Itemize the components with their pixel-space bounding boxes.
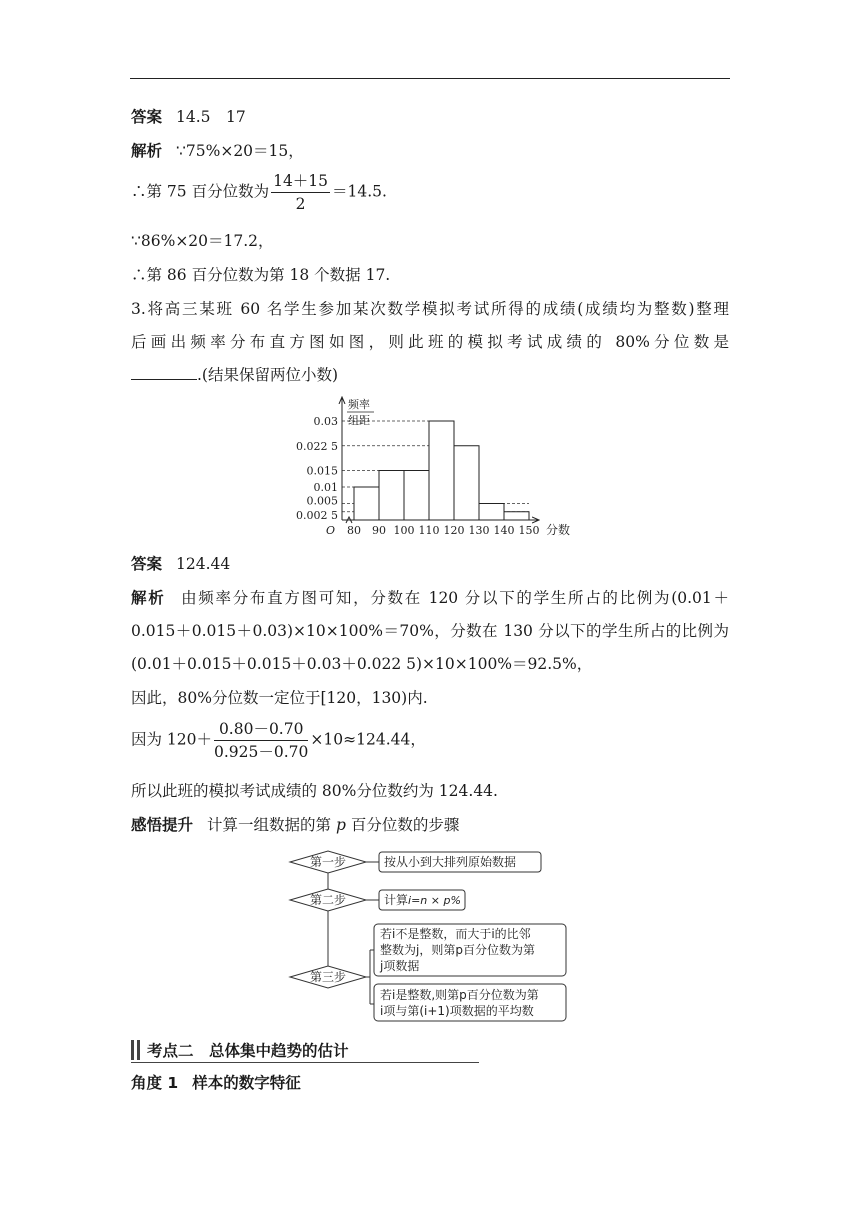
fraction-denominator: 2: [295, 195, 306, 213]
step2-label: 第二步: [309, 893, 347, 907]
percentile-75-result: ＝14.5.: [332, 182, 387, 201]
histogram-bar: [429, 421, 454, 520]
histogram-bar: [354, 487, 379, 520]
step1-text: 按从小到大排列原始数据: [384, 855, 517, 869]
histogram-bar: [479, 504, 504, 521]
x-tick-label: 90: [372, 524, 386, 537]
step3-label: 第三步: [309, 970, 347, 984]
histogram-bar: [454, 446, 479, 520]
calculation-result: ×10≈124.44，: [310, 730, 426, 749]
question-text: 3.将高三某班 60 名学生参加某次数学模拟考试所得的成绩(成绩均为整数)整理: [131, 300, 729, 318]
answer-value: 124.44: [176, 555, 231, 573]
calculation-line: [131, 720, 426, 761]
step3-text-line: 若i是整数,则第p百分位数为第: [380, 988, 539, 1002]
question-text: .(结果保留两位小数): [197, 366, 339, 384]
step2-text-a: 计算: [384, 893, 409, 907]
histogram-bar: [504, 512, 529, 520]
y-axis-label-numerator: 频率: [348, 398, 370, 411]
insight-variable: p: [335, 816, 346, 834]
step3-text-line: 若i不是整数，而大于i的比邻: [380, 927, 531, 941]
insight-text: 百分位数的步骤: [345, 816, 460, 834]
fraction: [214, 720, 308, 761]
answer-line: [131, 106, 246, 128]
y-axis-label-denominator: 组距: [348, 414, 370, 427]
fraction-numerator: 14＋15: [271, 172, 330, 193]
step3-text-line: 整数为j，则第p百分位数为第: [380, 943, 535, 957]
histogram-bar: [404, 471, 429, 521]
x-tick-label: 140: [493, 524, 515, 537]
step2-text: [384, 892, 461, 907]
x-tick-label: 130: [468, 524, 490, 537]
analysis-label: 解析: [131, 589, 166, 607]
analysis-text: ∵75%×20＝15，: [176, 142, 304, 160]
subsection-label: 角度 1: [131, 1074, 179, 1092]
y-tick-label: 0.015: [306, 464, 338, 478]
calculation-prefix: 因为 120＋: [131, 730, 213, 749]
answer-label: 答案: [131, 108, 163, 126]
analysis-line: [131, 140, 304, 162]
fraction-numerator: 0.80－0.70: [214, 720, 308, 741]
y-tick-label: 0.022 5: [296, 439, 338, 453]
question-text: 后画出频率分布直方图如图，则此班的模拟考试成绩的 80%分位数是: [131, 333, 729, 351]
analysis-text: ∵86%×20＝17.2，: [131, 232, 274, 250]
analysis-text: 由频率分布直方图可知，分数在 120 分以下的学生所占的比例为(0.01＋: [179, 589, 729, 607]
x-tick-label: 150: [518, 524, 540, 537]
analysis-text: ∴第 86 百分位数为第 18 个数据 17.: [131, 266, 391, 284]
x-tick-label: 120: [443, 524, 465, 537]
analysis-text: 0.015＋0.015＋0.03)×10×100%＝70%，分数在 130 分以下的学生所占的比例为: [131, 622, 729, 640]
y-tick-label: 0.002 5: [296, 508, 338, 522]
section-bar: [131, 1040, 134, 1060]
percentile-75-prefix: ∴第 75 百分位数为: [131, 182, 270, 201]
y-tick-label: 0.005: [306, 494, 338, 508]
step2-formula: i=n × p%: [408, 894, 461, 907]
answer-blank: [131, 365, 197, 380]
insight-text: 计算一组数据的第: [207, 816, 336, 834]
percentile-steps-flowchart: [280, 842, 580, 1026]
histogram-bar: [379, 471, 404, 521]
step1-label: 第一步: [309, 855, 347, 869]
header-rule: [130, 78, 730, 79]
analysis-label: 解析: [131, 142, 163, 160]
subsection-heading: [131, 1072, 301, 1094]
subsection-title: 样本的数字特征: [192, 1074, 301, 1092]
analysis-text: 因此，80%分位数一定位于[120，130)内.: [131, 689, 428, 707]
step3-text-line: j项数据: [380, 959, 420, 973]
frequency-histogram: [270, 390, 590, 550]
analysis-text: (0.01＋0.015＋0.015＋0.03＋0.022 5)×10×100%＝92.5%，: [131, 655, 593, 673]
fraction: [271, 172, 330, 213]
x-axis-label: 分数: [546, 523, 571, 537]
question-blank-line: [131, 364, 338, 386]
fraction-denominator: 0.925－0.70: [214, 743, 309, 761]
analysis-text: 所以此班的模拟考试成绩的 80%分位数约为 124.44.: [131, 782, 498, 800]
percentile-75-line: [131, 172, 387, 213]
y-tick-label: 0.01: [313, 481, 338, 494]
origin-label: O: [326, 524, 336, 537]
section-title: 考点二 总体集中趋势的估计: [147, 1042, 349, 1060]
analysis-line: [131, 587, 729, 609]
answer-line: [131, 553, 230, 575]
section-bar: [137, 1040, 140, 1060]
section-heading: [131, 1038, 479, 1063]
y-tick-label: 0.03: [313, 415, 338, 428]
x-tick-label: 80: [347, 524, 361, 537]
x-tick-label: 100: [393, 524, 415, 537]
answer-label: 答案: [131, 555, 163, 573]
answer-value: 14.5 17: [176, 108, 246, 126]
insight-label: 感悟提升: [131, 816, 194, 834]
x-tick-label: 110: [418, 524, 440, 537]
insight-line: [131, 814, 459, 836]
step3-text-line: i项与第(i+1)项数据的平均数: [380, 1004, 534, 1018]
